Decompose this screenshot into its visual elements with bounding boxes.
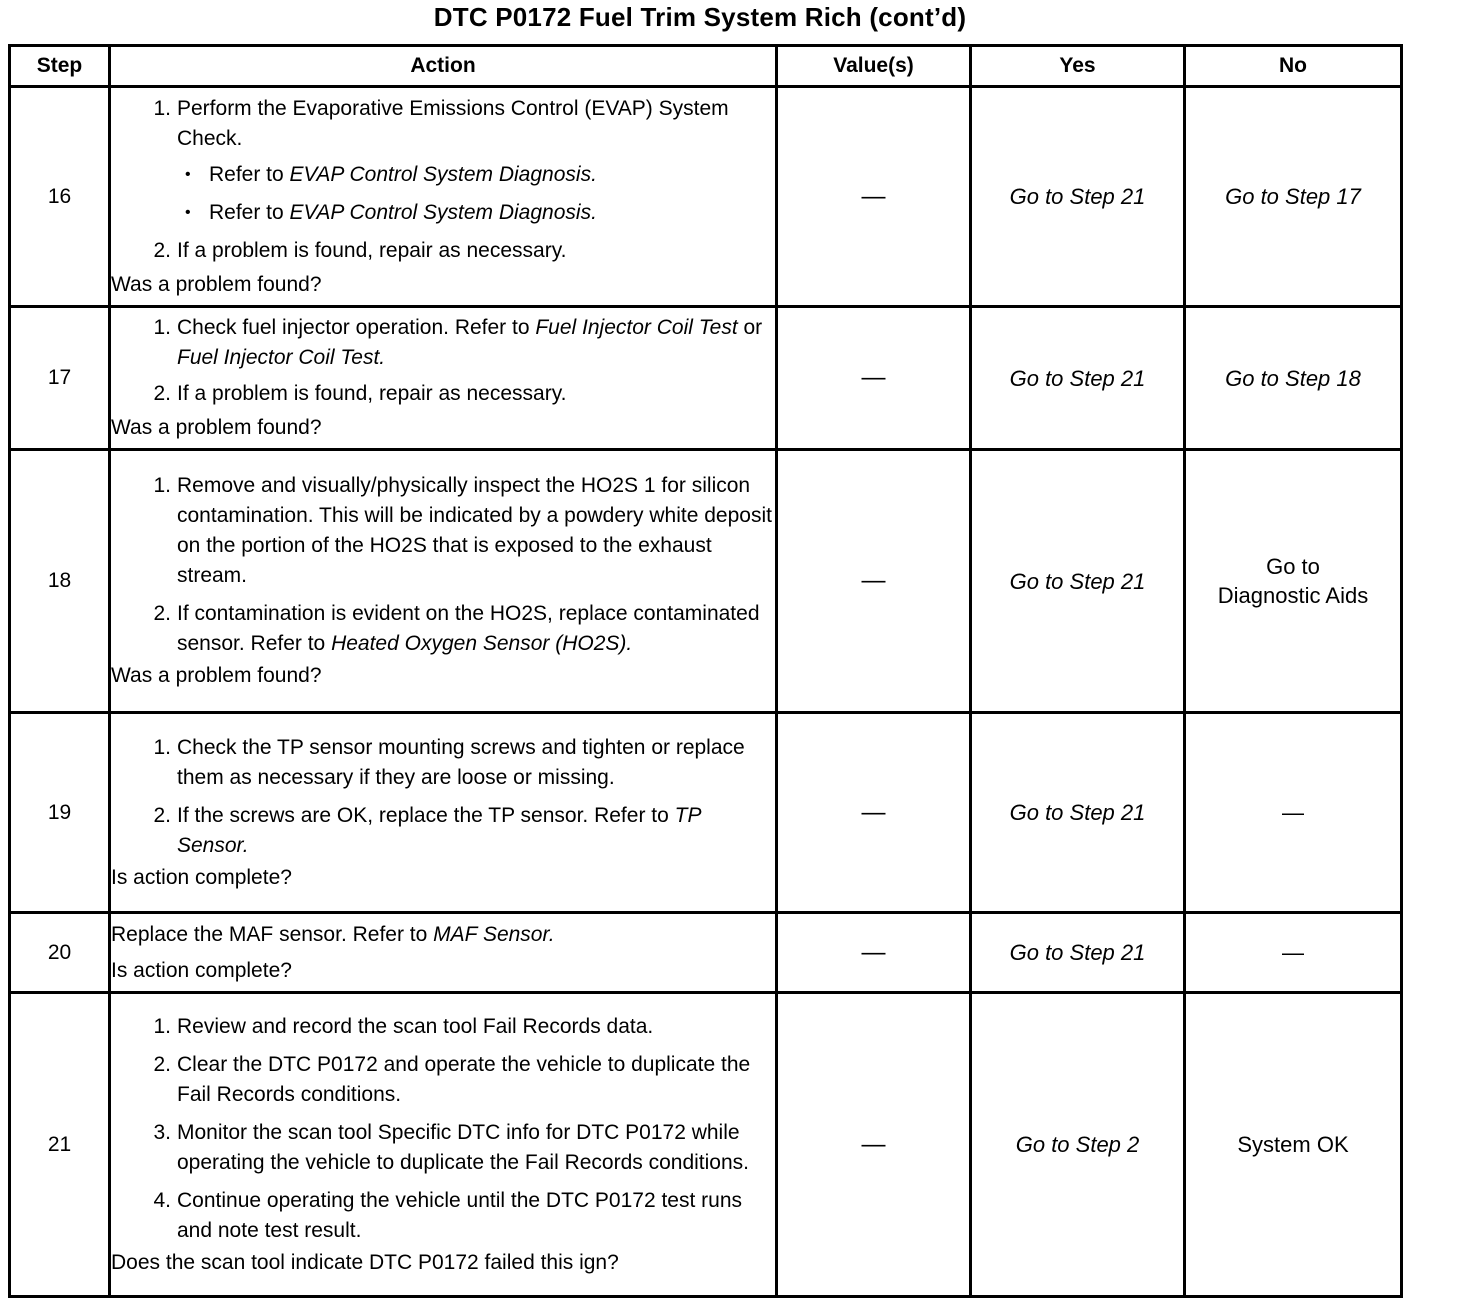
step-number: 18 [10,450,110,713]
table-row [10,993,1402,1297]
action-text: Replace the MAF sensor. Refer to MAF Sensor. [111,922,555,946]
table-row [10,87,1402,307]
reference-link[interactable]: Heated Oxygen Sensor (HO2S). [331,632,633,655]
question: Was a problem found? [111,664,322,687]
header-action: Action [110,46,777,87]
no-cell: — [1185,913,1402,993]
page-title: DTC P0172 Fuel Trim System Rich (cont’d) [433,2,967,32]
question: Was a problem found? [111,416,322,439]
value-cell: — [777,87,971,307]
table-row [10,913,1402,993]
table-row [10,713,1402,913]
step-number: 21 [10,993,110,1297]
yes-link[interactable]: Go to Step 21 [971,450,1185,713]
action-item: 3. Monitor the scan tool Specific DTC info for DTC P0172 while operating the vehicle to duplicate the Fail Records conditions. [153,1120,750,1174]
step-number: 16 [10,87,110,307]
yes-link[interactable]: Go to Step 21 [971,307,1185,450]
action-item: 2. If contamination is evident on the HO2S, replace contaminated sensor. Refer to Heated Oxygen Sensor (HO2S). [153,602,760,655]
yes-link[interactable]: Go to Step 2 [971,993,1185,1297]
action-cell [110,307,777,450]
yes-link[interactable]: Go to Step 21 [971,87,1185,307]
action-item: 2. Clear the DTC P0172 and operate the vehicle to duplicate the Fail Records conditions. [153,1052,751,1106]
action-item: 2. If a problem is found, repair as necessary. [153,382,567,405]
value-cell: — [777,450,971,713]
header-yes: Yes [971,46,1185,87]
step-number: 20 [10,913,110,993]
question: Is action complete? [111,865,292,889]
action-item: 1. Remove and visually/physically inspect the HO2S 1 for silicon contamination. This will be indicated by a powdery white deposit on the portion of the HO2S that is exposed to the exhaust stream. [153,474,772,587]
reference-link[interactable]: TP Sensor. [177,803,701,857]
yes-link[interactable]: Go to Step 21 [971,913,1185,993]
table-row [10,307,1402,450]
table-header-row [10,46,1402,87]
diagnostic-table [8,44,1403,1298]
no-link[interactable]: Go to Step 18 [1185,307,1402,450]
table-row [10,450,1402,713]
action-item: 2. If a problem is found, repair as necessary. [153,238,567,262]
action-item: 4. Continue operating the vehicle until the DTC P0172 test runs and note test result. [153,1188,743,1242]
bullet-item: • Refer to EVAP Control System Diagnosis. [177,160,775,190]
value-cell: — [777,913,971,993]
no-link[interactable]: Go to Step 17 [1185,87,1402,307]
value-cell: — [777,993,971,1297]
value-cell: — [777,713,971,913]
value-cell: — [777,307,971,450]
action-item: 1. Check fuel injector operation. Refer to Fuel Injector Coil Test or Fuel Injector Coil Test. [153,316,763,369]
reference-link[interactable]: Fuel Injector Coil Test. [177,346,386,369]
reference-link[interactable]: MAF Sensor. [433,922,555,946]
no-cell: — [1185,713,1402,913]
question: Is action complete? [111,958,292,982]
question: Was a problem found? [111,272,322,296]
no-link[interactable]: Go to Diagnostic Aids [1185,450,1402,713]
action-item: 1. Review and record the scan tool Fail Records data. [153,1014,654,1038]
action-item: 1. Check the TP sensor mounting screws and tighten or replace them as necessary if they are loose or missing. [153,735,745,789]
action-cell [110,87,777,307]
reference-link[interactable]: EVAP Control System Diagnosis. [289,162,597,186]
action-cell [110,913,777,993]
no-cell: System OK [1185,993,1402,1297]
bullet-item: • Refer to EVAP Control System Diagnosis. [177,198,775,228]
header-values: Value(s) [777,46,971,87]
header-step: Step [10,46,110,87]
reference-link[interactable]: EVAP Control System Diagnosis. [289,200,597,224]
question: Does the scan tool indicate DTC P0172 failed this ign? [111,1250,619,1274]
action-cell [110,993,777,1297]
reference-link[interactable]: Fuel Injector Coil Test [535,316,738,339]
step-number: 17 [10,307,110,450]
step-number: 19 [10,713,110,913]
yes-link[interactable]: Go to Step 21 [971,713,1185,913]
header-no: No [1185,46,1402,87]
action-item: 1. Perform the Evaporative Emissions Control (EVAP) System Check. • Refer to EVAP Control System Diagnosis. • Refer to EVAP Control System Diagnosis. [111,94,775,228]
action-item: 2. If the screws are OK, replace the TP sensor. Refer to TP Sensor. [153,803,701,857]
action-cell [110,450,777,713]
action-cell [110,713,777,913]
